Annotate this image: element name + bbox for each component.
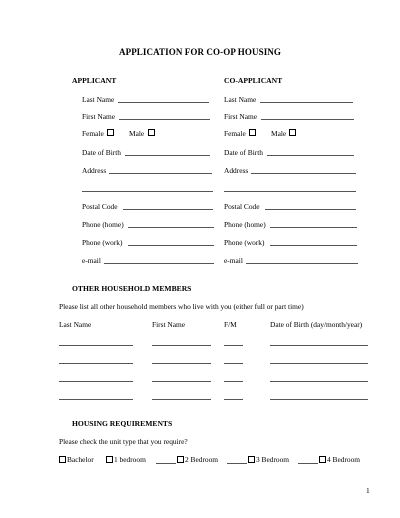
housing-option-3-bedroom-label: 3 Bedroom <box>256 455 290 464</box>
applicant-address-field-1[interactable] <box>109 173 212 174</box>
applicant-phone-home-label: Phone (home) <box>82 220 124 229</box>
applicant-phone-home-field[interactable] <box>128 227 214 228</box>
applicant-email-label: e-mail <box>82 256 101 265</box>
housing-gap-line-1 <box>156 463 176 464</box>
applicant-male-label: Male <box>129 129 145 138</box>
applicant-female-label: Female <box>82 129 104 138</box>
household-instruction: Please list all other household members who live with you (either full or part time) <box>59 302 304 311</box>
household-row-2-dob[interactable] <box>270 363 368 364</box>
household-col-first-name: First Name <box>152 320 186 329</box>
applicant-postal-code-label: Postal Code <box>82 202 118 211</box>
applicant-first-name-field[interactable] <box>119 119 210 120</box>
housing-option-2-bedroom-checkbox[interactable] <box>177 456 184 463</box>
household-row-1-last-name[interactable] <box>59 345 133 346</box>
applicant-dob-field[interactable] <box>125 155 210 156</box>
applicant-address-label: Address <box>82 166 107 175</box>
household-row-1-first-name[interactable] <box>152 345 211 346</box>
housing-option-1-bedroom-checkbox[interactable] <box>106 456 113 463</box>
co-applicant-postal-code-field[interactable] <box>265 209 356 210</box>
applicant-address-field-2[interactable] <box>82 191 213 192</box>
housing-option-3-bedroom-checkbox[interactable] <box>248 456 255 463</box>
co-applicant-phone-home-label: Phone (home) <box>224 220 266 229</box>
housing-option-bachelor-label: Bachelor <box>67 455 94 464</box>
applicant-postal-code-field[interactable] <box>123 209 213 210</box>
housing-option-4-bedroom-checkbox[interactable] <box>319 456 326 463</box>
household-row-1-fm[interactable] <box>224 345 243 346</box>
household-col-last-name: Last Name <box>59 320 92 329</box>
applicant-phone-work-field[interactable] <box>128 245 214 246</box>
applicant-email-field[interactable] <box>104 263 214 264</box>
co-applicant-last-name-field[interactable] <box>260 102 353 103</box>
page-title: APPLICATION FOR CO-OP HOUSING <box>119 47 281 57</box>
co-applicant-email-label: e-mail <box>224 256 243 265</box>
household-row-2-last-name[interactable] <box>59 363 133 364</box>
co-applicant-heading: CO-APPLICANT <box>224 76 283 85</box>
applicant-phone-work-label: Phone (work) <box>82 238 123 247</box>
housing-heading: HOUSING REQUIREMENTS <box>72 419 173 428</box>
co-applicant-phone-work-label: Phone (work) <box>224 238 265 247</box>
household-row-3-last-name[interactable] <box>59 381 133 382</box>
household-row-2-first-name[interactable] <box>152 363 211 364</box>
applicant-heading: APPLICANT <box>72 76 117 85</box>
housing-instruction: Please check the unit type that you require? <box>59 437 188 446</box>
household-row-3-dob[interactable] <box>270 381 368 382</box>
housing-option-2-bedroom-label: 2 Bedroom <box>185 455 219 464</box>
applicant-female-checkbox[interactable] <box>107 129 114 136</box>
co-applicant-male-checkbox[interactable] <box>289 129 296 136</box>
co-applicant-male-label: Male <box>271 129 287 138</box>
applicant-dob-label: Date of Birth <box>82 148 121 157</box>
applicant-last-name-field[interactable] <box>118 102 209 103</box>
household-row-4-last-name[interactable] <box>59 399 133 400</box>
household-col-dob: Date of Birth (day/month/year) <box>270 320 363 329</box>
co-applicant-first-name-label: First Name <box>224 112 258 121</box>
page-number: 1 <box>366 486 370 495</box>
household-row-4-first-name[interactable] <box>152 399 211 400</box>
applicant-male-checkbox[interactable] <box>148 129 155 136</box>
housing-gap-line-2 <box>227 463 247 464</box>
housing-option-bachelor-checkbox[interactable] <box>59 456 66 463</box>
household-row-3-first-name[interactable] <box>152 381 211 382</box>
applicant-first-name-label: First Name <box>82 112 116 121</box>
co-applicant-address-field-1[interactable] <box>251 173 356 174</box>
household-row-3-fm[interactable] <box>224 381 243 382</box>
housing-option-1-bedroom-label: 1 bedroom <box>114 455 146 464</box>
co-applicant-postal-code-label: Postal Code <box>224 202 260 211</box>
co-applicant-dob-label: Date of Birth <box>224 148 263 157</box>
household-row-4-fm[interactable] <box>224 399 243 400</box>
household-heading: OTHER HOUSEHOLD MEMBERS <box>72 284 192 293</box>
household-row-1-dob[interactable] <box>270 345 368 346</box>
household-row-2-fm[interactable] <box>224 363 243 364</box>
applicant-last-name-label: Last Name <box>82 95 115 104</box>
housing-option-4-bedroom-label: 4 Bedroom <box>327 455 361 464</box>
co-applicant-first-name-field[interactable] <box>261 119 354 120</box>
co-applicant-phone-home-field[interactable] <box>270 227 357 228</box>
co-applicant-email-field[interactable] <box>246 263 358 264</box>
co-applicant-address-label: Address <box>224 166 249 175</box>
housing-gap-line-3 <box>298 463 318 464</box>
household-row-4-dob[interactable] <box>270 399 368 400</box>
household-col-fm: F/M <box>224 320 237 329</box>
co-applicant-female-checkbox[interactable] <box>249 129 256 136</box>
co-applicant-female-label: Female <box>224 129 246 138</box>
co-applicant-address-field-2[interactable] <box>224 191 356 192</box>
co-applicant-dob-field[interactable] <box>267 155 354 156</box>
co-applicant-phone-work-field[interactable] <box>270 245 357 246</box>
co-applicant-last-name-label: Last Name <box>224 95 257 104</box>
